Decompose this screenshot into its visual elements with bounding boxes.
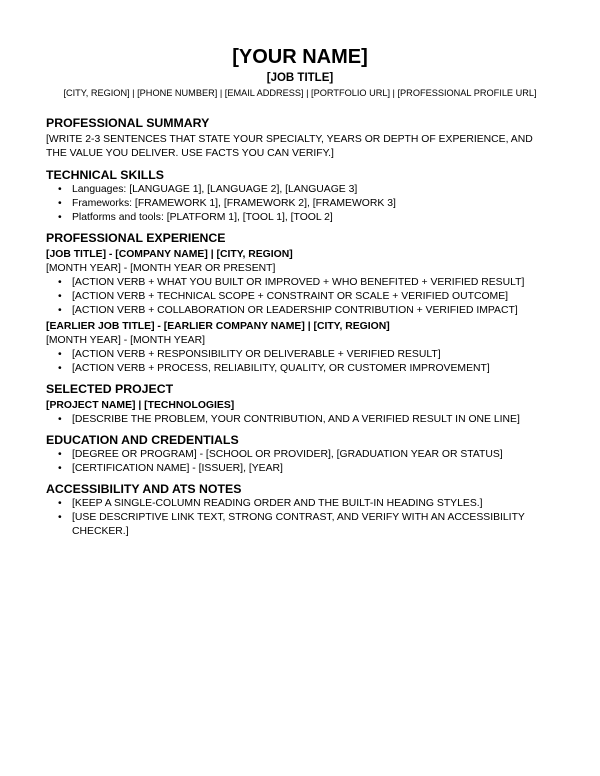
education-bullet: • [DEGREE OR PROGRAM] - [SCHOOL OR PROVIDER], [GRADUATION YEAR OR STATUS] [46,448,554,462]
experience-heading: PROFESSIONAL EXPERIENCE [46,231,226,245]
role-bullet: • [ACTION VERB + COLLABORATION OR LEADERSHIP CONTRIBUTION + VERIFIED IMPACT] [46,304,554,318]
project-bullet: • [DESCRIBE THE PROBLEM, YOUR CONTRIBUTION, AND A VERIFIED RESULT IN ONE LINE] [46,413,554,427]
skills-heading: TECHNICAL SKILLS [46,168,164,182]
role-bullet: • [ACTION VERB + TECHNICAL SCOPE + CONSTRAINT OR SCALE + VERIFIED OUTCOME] [46,290,554,304]
skills-item-platforms: • Platforms and tools: [PLATFORM 1], [TOOL 1], [TOOL 2] [46,211,554,225]
role-earlier [46,320,554,376]
candidate-name: [YOUR NAME] [232,46,368,68]
role-bullet: • [ACTION VERB + PROCESS, RELIABILITY, QUALITY, OR CUSTOMER IMPROVEMENT] [46,362,554,376]
role-title-line: [EARLIER JOB TITLE] - [EARLIER COMPANY NAME] | [CITY, REGION] [46,321,390,332]
summary-section [46,115,554,161]
skills-item-frameworks: • Frameworks: [FRAMEWORK 1], [FRAMEWORK 2], [FRAMEWORK 3] [46,197,554,211]
project-title-line: [PROJECT NAME] | [TECHNOLOGIES] [46,400,235,411]
project-heading: SELECTED PROJECT [46,382,174,396]
role-current [46,248,554,318]
contact-line: [CITY, REGION] | [PHONE NUMBER] | [EMAIL ADDRESS] | [PORTFOLIO URL] | [PROFESSIONAL PROFILE URL] [63,88,537,98]
skills-section [46,167,554,225]
project-bullets [46,413,554,427]
ats-heading: ACCESSIBILITY AND ATS NOTES [46,482,242,496]
role-dates: [MONTH YEAR] - [MONTH YEAR] [46,335,205,346]
resume-header [46,0,554,99]
ats-bullet: • [KEEP A SINGLE-COLUMN READING ORDER AND THE BUILT-IN HEADING STYLES.] [46,497,554,511]
role-bullet: • [ACTION VERB + RESPONSIBILITY OR DELIVERABLE + VERIFIED RESULT] [46,348,554,362]
role-bullets [46,348,554,376]
role-title-line: [JOB TITLE] - [COMPANY NAME] | [CITY, REGION] [46,249,293,260]
project-section [46,381,554,427]
education-section [46,432,554,476]
role-dates: [MONTH YEAR] - [MONTH YEAR OR PRESENT] [46,263,276,274]
education-heading: EDUCATION AND CREDENTIALS [46,433,239,447]
skills-item-languages: • Languages: [LANGUAGE 1], [LANGUAGE 2], [LANGUAGE 3] [46,183,554,197]
ats-section [46,481,554,539]
experience-section [46,230,554,376]
ats-bullets [46,497,554,539]
role-bullet: • [ACTION VERB + WHAT YOU BUILT OR IMPROVED + WHO BENEFITED + VERIFIED RESULT] [46,276,554,290]
summary-text: [WRITE 2-3 SENTENCES THAT STATE YOUR SPECIALTY, YEARS OR DEPTH OF EXPERIENCE, AND THE VALUE YOU DELIVER. USE FACTS YOU CAN VERIFY.] [46,134,533,159]
education-bullet: • [CERTIFICATION NAME] - [ISSUER], [YEAR] [46,462,554,476]
education-bullets [46,448,554,476]
skills-list [46,183,554,225]
ats-bullet: • [USE DESCRIPTIVE LINK TEXT, STRONG CONTRAST, AND VERIFY WITH AN ACCESSIBILITY CHECKER.] [46,511,554,539]
candidate-job-title: [JOB TITLE] [266,72,334,84]
summary-heading: PROFESSIONAL SUMMARY [46,116,210,130]
role-bullets [46,276,554,318]
